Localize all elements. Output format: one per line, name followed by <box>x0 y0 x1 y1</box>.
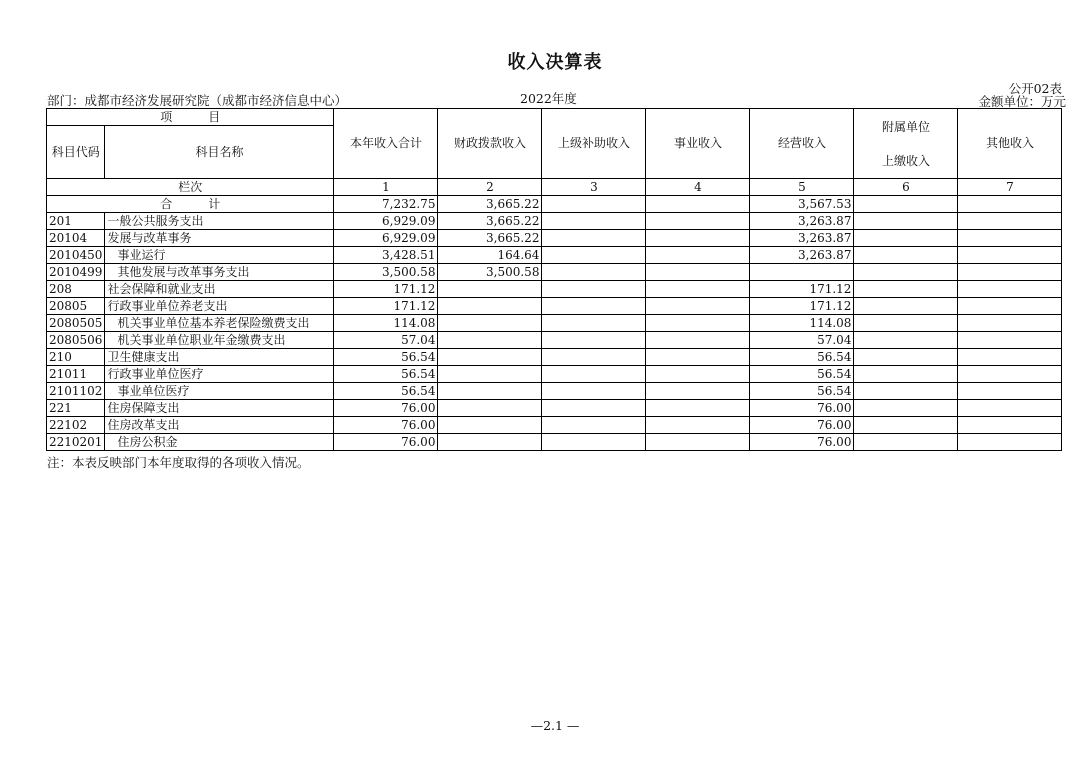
amount-business <box>646 298 750 315</box>
column-index-label: 栏次 <box>47 179 334 196</box>
amount-fiscal <box>438 417 542 434</box>
table-row <box>47 434 1062 451</box>
amount-fiscal <box>438 383 542 400</box>
amount-upper <box>542 213 646 230</box>
amount-upper <box>542 264 646 281</box>
table-row <box>47 332 1062 349</box>
subject-code: 2010499 <box>47 264 105 281</box>
amount-affiliate <box>854 400 958 417</box>
subject-name: 住房改革支出 <box>105 417 334 434</box>
amount-total: 3,500.58 <box>334 264 438 281</box>
table-row <box>47 383 1062 400</box>
amount-business <box>646 247 750 264</box>
amount-upper <box>542 400 646 417</box>
amount-total: 56.54 <box>334 349 438 366</box>
column-number: 3 <box>542 179 646 196</box>
header-row-1 <box>47 109 1062 126</box>
header-operating: 经营收入 <box>750 109 854 179</box>
table-row <box>47 349 1062 366</box>
header-total: 本年收入合计 <box>334 109 438 179</box>
amount-other <box>958 434 1062 451</box>
subject-code: 21011 <box>47 366 105 383</box>
subject-code: 2010450 <box>47 247 105 264</box>
amount-upper <box>542 349 646 366</box>
amount-business <box>646 332 750 349</box>
amount-upper <box>542 434 646 451</box>
amount-fiscal <box>438 298 542 315</box>
amount-operating: 57.04 <box>750 332 854 349</box>
amount-business <box>646 315 750 332</box>
total-amount: 7,232.75 <box>334 196 438 213</box>
page-title: 收入决算表 <box>507 52 603 73</box>
amount-business <box>646 264 750 281</box>
amount-fiscal: 3,500.58 <box>438 264 542 281</box>
subject-name: 事业单位医疗 <box>105 383 334 400</box>
amount-business <box>646 434 750 451</box>
amount-other <box>958 230 1062 247</box>
table-note: 注：本表反映部门本年度取得的各项收入情况。 <box>47 455 310 470</box>
header-item: 项 目 <box>47 109 334 126</box>
header-name: 科目名称 <box>105 126 334 179</box>
amount-affiliate <box>854 417 958 434</box>
amount-operating: 76.00 <box>750 400 854 417</box>
subject-name: 一般公共服务支出 <box>105 213 334 230</box>
amount-business <box>646 349 750 366</box>
amount-operating: 56.54 <box>750 366 854 383</box>
amount-fiscal <box>438 332 542 349</box>
amount-operating <box>750 264 854 281</box>
amount-fiscal <box>438 366 542 383</box>
table-row <box>47 213 1062 230</box>
department-label: 部门：成都市经济发展研究院（成都市经济信息中心） <box>47 93 348 108</box>
table-row <box>47 298 1062 315</box>
amount-affiliate <box>854 366 958 383</box>
amount-upper <box>542 247 646 264</box>
amount-total: 56.54 <box>334 366 438 383</box>
total-upper <box>542 196 646 213</box>
amount-operating: 171.12 <box>750 281 854 298</box>
header-code: 科目代码 <box>47 126 105 179</box>
total-other <box>958 196 1062 213</box>
subject-code: 22102 <box>47 417 105 434</box>
amount-total: 56.54 <box>334 383 438 400</box>
amount-affiliate <box>854 315 958 332</box>
subject-code: 210 <box>47 349 105 366</box>
subject-name: 事业运行 <box>105 247 334 264</box>
subject-name: 行政事业单位医疗 <box>105 366 334 383</box>
subject-code: 201 <box>47 213 105 230</box>
amount-operating: 171.12 <box>750 298 854 315</box>
amount-affiliate <box>854 264 958 281</box>
amount-upper <box>542 281 646 298</box>
table-row <box>47 264 1062 281</box>
amount-other <box>958 400 1062 417</box>
amount-upper <box>542 417 646 434</box>
amount-total: 76.00 <box>334 434 438 451</box>
amount-affiliate <box>854 434 958 451</box>
amount-other <box>958 298 1062 315</box>
table-row <box>47 417 1062 434</box>
subject-name: 卫生健康支出 <box>105 349 334 366</box>
amount-operating: 114.08 <box>750 315 854 332</box>
total-affiliate <box>854 196 958 213</box>
header-affiliate-line2: 上缴收入 <box>881 153 930 168</box>
fiscal-year: 2022年度 <box>520 91 577 106</box>
total-business <box>646 196 750 213</box>
amount-total: 76.00 <box>334 417 438 434</box>
amount-fiscal <box>438 349 542 366</box>
amount-operating: 3,263.87 <box>750 247 854 264</box>
amount-other <box>958 247 1062 264</box>
total-operating: 3,567.53 <box>750 196 854 213</box>
table-row <box>47 315 1062 332</box>
total-row <box>47 196 1062 213</box>
amount-other <box>958 349 1062 366</box>
header-fiscal: 财政拨款收入 <box>438 109 542 179</box>
header-other: 其他收入 <box>958 109 1062 179</box>
subject-code: 20104 <box>47 230 105 247</box>
subject-code: 2080505 <box>47 315 105 332</box>
amount-total: 6,929.09 <box>334 230 438 247</box>
amount-fiscal <box>438 281 542 298</box>
subject-name: 发展与改革事务 <box>105 230 334 247</box>
header-affiliate <box>854 109 958 179</box>
column-number: 7 <box>958 179 1062 196</box>
amount-business <box>646 230 750 247</box>
amount-business <box>646 383 750 400</box>
amount-upper <box>542 298 646 315</box>
column-index-row <box>47 179 1062 196</box>
amount-unit: 金额单位：万元 <box>978 94 1066 109</box>
amount-upper <box>542 315 646 332</box>
amount-other <box>958 315 1062 332</box>
amount-operating: 76.00 <box>750 434 854 451</box>
header-business: 事业收入 <box>646 109 750 179</box>
amount-operating: 56.54 <box>750 383 854 400</box>
subject-code: 2210201 <box>47 434 105 451</box>
amount-fiscal <box>438 400 542 417</box>
table-row <box>47 281 1062 298</box>
amount-other <box>958 264 1062 281</box>
amount-operating: 3,263.87 <box>750 213 854 230</box>
form-number: 公开02表 <box>1008 81 1062 96</box>
header-upper: 上级补助收入 <box>542 109 646 179</box>
amount-business <box>646 366 750 383</box>
amount-affiliate <box>854 298 958 315</box>
subject-name: 其他发展与改革事务支出 <box>105 264 334 281</box>
column-number: 2 <box>438 179 542 196</box>
amount-affiliate <box>854 213 958 230</box>
column-number: 4 <box>646 179 750 196</box>
amount-other <box>958 332 1062 349</box>
table-row <box>47 366 1062 383</box>
table-row <box>47 247 1062 264</box>
amount-affiliate <box>854 247 958 264</box>
amount-operating: 3,263.87 <box>750 230 854 247</box>
subject-name: 社会保障和就业支出 <box>105 281 334 298</box>
header-affiliate-line1: 附属单位 <box>881 119 930 134</box>
subject-name: 行政事业单位养老支出 <box>105 298 334 315</box>
amount-total: 6,929.09 <box>334 213 438 230</box>
amount-fiscal <box>438 434 542 451</box>
subject-code: 2101102 <box>47 383 105 400</box>
subject-code: 221 <box>47 400 105 417</box>
amount-business <box>646 400 750 417</box>
subject-code: 20805 <box>47 298 105 315</box>
amount-upper <box>542 230 646 247</box>
amount-fiscal: 164.64 <box>438 247 542 264</box>
subject-name: 机关事业单位基本养老保险缴费支出 <box>105 315 334 332</box>
column-number: 1 <box>334 179 438 196</box>
amount-fiscal <box>438 315 542 332</box>
subject-name: 住房公积金 <box>105 434 334 451</box>
page-number: —2.1 — <box>530 718 580 733</box>
amount-fiscal: 3,665.22 <box>438 213 542 230</box>
amount-total: 171.12 <box>334 281 438 298</box>
amount-operating: 76.00 <box>750 417 854 434</box>
total-label: 合 计 <box>47 196 334 213</box>
amount-fiscal: 3,665.22 <box>438 230 542 247</box>
subject-name: 住房保障支出 <box>105 400 334 417</box>
amount-affiliate <box>854 349 958 366</box>
subject-code: 2080506 <box>47 332 105 349</box>
amount-operating: 56.54 <box>750 349 854 366</box>
amount-other <box>958 417 1062 434</box>
amount-total: 171.12 <box>334 298 438 315</box>
amount-upper <box>542 366 646 383</box>
amount-affiliate <box>854 281 958 298</box>
amount-upper <box>542 332 646 349</box>
amount-affiliate <box>854 230 958 247</box>
amount-business <box>646 281 750 298</box>
amount-other <box>958 383 1062 400</box>
subject-name: 机关事业单位职业年金缴费支出 <box>105 332 334 349</box>
table-row <box>47 400 1062 417</box>
subject-code: 208 <box>47 281 105 298</box>
amount-other <box>958 366 1062 383</box>
amount-other <box>958 213 1062 230</box>
table-row <box>47 230 1062 247</box>
amount-total: 114.08 <box>334 315 438 332</box>
amount-business <box>646 417 750 434</box>
amount-other <box>958 281 1062 298</box>
amount-affiliate <box>854 383 958 400</box>
amount-total: 76.00 <box>334 400 438 417</box>
amount-total: 57.04 <box>334 332 438 349</box>
amount-upper <box>542 383 646 400</box>
amount-business <box>646 213 750 230</box>
amount-total: 3,428.51 <box>334 247 438 264</box>
total-fiscal: 3,665.22 <box>438 196 542 213</box>
column-number: 5 <box>750 179 854 196</box>
income-table <box>46 108 1062 451</box>
amount-affiliate <box>854 332 958 349</box>
column-number: 6 <box>854 179 958 196</box>
